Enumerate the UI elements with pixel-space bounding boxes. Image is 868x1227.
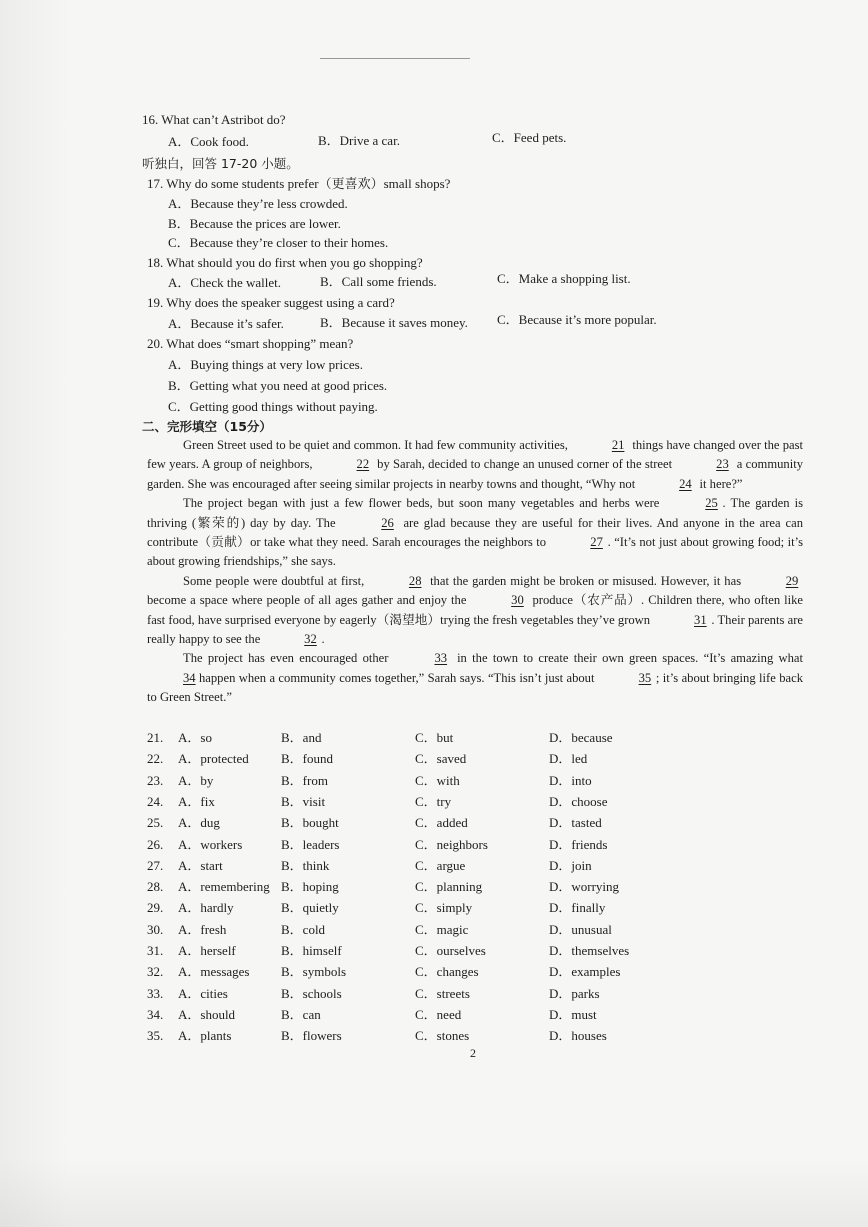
q19-option-b: B．Because it saves money.: [320, 315, 468, 330]
choice-number: 24.: [147, 793, 164, 809]
blank-23[interactable]: 23: [716, 457, 729, 472]
choice-option-d[interactable]: D．themselves: [549, 943, 630, 958]
question-20: 20. What does “smart shopping” mean?: [147, 336, 354, 351]
choice-option-a[interactable]: A．start: [178, 857, 223, 873]
choice-option-c[interactable]: C．try: [415, 793, 452, 809]
choice-option-d[interactable]: D．led: [549, 751, 588, 767]
choice-option-b[interactable]: B．bought: [281, 815, 339, 831]
choice-option-d[interactable]: D．into: [549, 772, 592, 788]
choice-option-a[interactable]: A．plants: [178, 1028, 232, 1044]
choice-number: 25.: [147, 815, 164, 831]
choice-number: 33.: [147, 985, 164, 1001]
choice-option-c[interactable]: C．ourselves: [415, 943, 486, 958]
choice-option-b[interactable]: B．flowers: [281, 1028, 342, 1044]
choice-option-c[interactable]: C．added: [415, 815, 468, 831]
blank-30[interactable]: 30: [511, 593, 524, 608]
q19-option-a: A．Because it’s safer.: [168, 316, 284, 331]
choice-option-b[interactable]: B．quietly: [281, 900, 339, 916]
choice-option-c[interactable]: C．with: [415, 772, 460, 788]
q16-option-b: B．Drive a car.: [318, 133, 400, 148]
choice-number: 26.: [147, 836, 164, 852]
q17-option-c: C．Because they’re closer to their homes.: [168, 235, 389, 250]
cloze-heading: 二、完形填空（15分）: [142, 419, 272, 434]
choice-option-a[interactable]: A．herself: [178, 943, 236, 958]
choice-option-b[interactable]: B．cold: [281, 921, 326, 937]
top-rule: [320, 58, 470, 59]
choice-option-d[interactable]: D．friends: [549, 836, 608, 852]
scan-bottom-edge: [0, 1157, 868, 1227]
choice-number: 27.: [147, 857, 164, 873]
q17-option-a: A．Because they’re less crowded.: [168, 196, 348, 211]
passage-paragraph-1: Green Street used to be quiet and common. It had few community activities, 21 things have changed over the past few years. A group of neighbors, 22 by Sarah, decided to change an unused corner of the street 23 a community garden. She was encouraged after seeing similar projects in nearby towns and thought, “Why not 24 it here?”: [147, 436, 803, 494]
choice-option-b[interactable]: B．can: [281, 1006, 321, 1022]
blank-29[interactable]: 29: [785, 573, 799, 588]
choice-option-a[interactable]: A．fix: [178, 793, 215, 809]
choice-option-d[interactable]: D．finally: [549, 900, 606, 916]
q20-option-b: B．Getting what you need at good prices.: [168, 378, 388, 393]
choice-option-b[interactable]: B．found: [281, 751, 334, 767]
choice-option-d[interactable]: D．examples: [549, 964, 621, 980]
q16-option-a: A．Cook food.: [168, 134, 249, 149]
choice-option-d[interactable]: D．because: [549, 730, 613, 745]
blank-22[interactable]: 22: [356, 457, 370, 472]
choice-number: 23.: [147, 772, 164, 788]
choice-option-c[interactable]: C．simply: [415, 900, 473, 916]
choice-option-b[interactable]: B．symbols: [281, 964, 347, 980]
choice-option-d[interactable]: D．houses: [549, 1028, 607, 1044]
choice-option-d[interactable]: D．tasted: [549, 815, 602, 831]
q16-option-c: C．Feed pets.: [492, 130, 567, 145]
blank-21[interactable]: 21: [611, 438, 625, 452]
scan-shadow: [0, 0, 70, 1227]
q20-option-a: A．Buying things at very low prices.: [168, 357, 363, 372]
choice-option-b[interactable]: B．and: [281, 730, 322, 745]
q20-option-c: C．Getting good things without paying.: [168, 399, 378, 414]
cloze-passage: [147, 436, 803, 708]
choice-option-a[interactable]: A．dug: [178, 815, 220, 831]
choice-number: 29.: [147, 900, 164, 916]
blank-26[interactable]: 26: [381, 515, 394, 530]
blank-27[interactable]: 27: [590, 535, 603, 550]
choice-option-a[interactable]: A．protected: [178, 751, 249, 767]
choice-option-a[interactable]: A．by: [178, 772, 214, 788]
section-listen-instruction: 听独白，回答 17-20 小题。: [142, 156, 299, 171]
choice-option-c[interactable]: C．need: [415, 1006, 462, 1022]
question-16: 16. What can’t Astribot do?: [142, 112, 286, 127]
choice-option-c[interactable]: C．saved: [415, 751, 467, 767]
blank-34[interactable]: 34: [183, 670, 196, 685]
choice-option-b[interactable]: B．schools: [281, 985, 342, 1001]
choice-number: 32.: [147, 964, 164, 980]
q18-option-a: A．Check the wallet.: [168, 275, 281, 290]
choice-option-a[interactable]: A．hardly: [178, 900, 234, 916]
choice-option-c[interactable]: C．neighbors: [415, 836, 488, 852]
choice-option-a[interactable]: A．fresh: [178, 921, 227, 937]
blank-28[interactable]: 28: [408, 573, 422, 588]
choice-number: 21.: [147, 730, 164, 745]
choice-option-d[interactable]: D．parks: [549, 985, 600, 1001]
blank-25[interactable]: 25: [705, 496, 718, 511]
choice-option-b[interactable]: B．himself: [281, 943, 342, 958]
question-17: 17. Why do some students prefer（更喜欢）small shops?: [147, 176, 451, 191]
choice-number: 35.: [147, 1028, 164, 1044]
passage-paragraph-2: The project began with just a few flower beds, but soon many vegetables and herbs were 25 . The garden is thriving (繁荣的) day by day. The 26 are glad because they are useful for their lives. And anyone in the area can contribute（贡献）or take what they need. Sarah encourages the neighbors to 27 . “It’s not just about growing food; it’s about growing friendships,” she says.: [147, 496, 804, 569]
choice-option-a[interactable]: A．cities: [178, 985, 228, 1001]
question-19: 19. Why does the speaker suggest using a card?: [147, 295, 395, 310]
choice-option-b[interactable]: B．leaders: [281, 836, 340, 852]
choice-option-d[interactable]: D．choose: [549, 793, 608, 809]
choice-option-c[interactable]: C．streets: [415, 985, 470, 1001]
choice-option-a[interactable]: A．workers: [178, 836, 243, 852]
q17-option-b: B．Because the prices are lower.: [168, 216, 341, 231]
choice-option-d[interactable]: D．worrying: [549, 879, 620, 895]
blank-35[interactable]: 35: [638, 670, 652, 685]
page-number: 2: [470, 1046, 476, 1060]
choice-option-a[interactable]: A．messages: [178, 964, 250, 980]
q18-option-c: C．Make a shopping list.: [497, 271, 631, 286]
q19-option-c: C．Because it’s more popular.: [497, 312, 657, 327]
choice-number: 28.: [147, 879, 164, 895]
choice-option-b[interactable]: B．think: [281, 857, 330, 873]
blank-33[interactable]: 33: [434, 651, 448, 666]
choice-option-b[interactable]: B．from: [281, 772, 328, 788]
choice-option-d[interactable]: D．join: [549, 857, 592, 873]
choice-number: 30.: [147, 921, 164, 937]
choice-option-a[interactable]: A．should: [178, 1006, 236, 1022]
blank-31[interactable]: 31: [694, 612, 707, 627]
choice-option-c[interactable]: C．planning: [415, 879, 483, 895]
passage-paragraph-4: The project has even encouraged other 33 in the town to create their own green spaces. “It’s amazing what 34 happen when a community comes together,” Sarah says. “This isn’t just about 35 ; it’s about bringing life back to Green Street.”: [147, 651, 804, 705]
choice-option-c[interactable]: C．but: [415, 730, 454, 745]
choice-option-a[interactable]: A．remembering: [178, 879, 270, 895]
choice-option-a[interactable]: A．so: [178, 730, 212, 745]
choice-option-d[interactable]: D．unusual: [549, 921, 612, 937]
choice-option-c[interactable]: C．changes: [415, 964, 479, 980]
q18-option-b: B．Call some friends.: [320, 274, 437, 289]
choice-option-b[interactable]: B．hoping: [281, 879, 339, 895]
blank-32[interactable]: 32: [304, 632, 317, 647]
choice-number: 34.: [147, 1006, 164, 1022]
choice-number: 22.: [147, 751, 164, 767]
choice-option-c[interactable]: C．argue: [415, 857, 466, 873]
passage-paragraph-3: Some people were doubtful at first, 28 that the garden might be broken or misused. However, it has 29 become a space where people of all ages gather and enjoy the 30 produce（农产品）. Children there, who often like fast food, have surprised everyone by eagerly（渴望地）trying the fresh vegetables they’ve grown 31 . Their parents are really happy to see the 32 .: [147, 572, 803, 650]
choice-number: 31.: [147, 943, 164, 958]
blank-24[interactable]: 24: [679, 476, 692, 491]
choice-option-d[interactable]: D．must: [549, 1006, 597, 1022]
choice-option-c[interactable]: C．magic: [415, 921, 469, 937]
question-18: 18. What should you do first when you go shopping?: [147, 255, 423, 270]
choice-option-c[interactable]: C．stones: [415, 1028, 470, 1044]
choice-option-b[interactable]: B．visit: [281, 793, 326, 809]
